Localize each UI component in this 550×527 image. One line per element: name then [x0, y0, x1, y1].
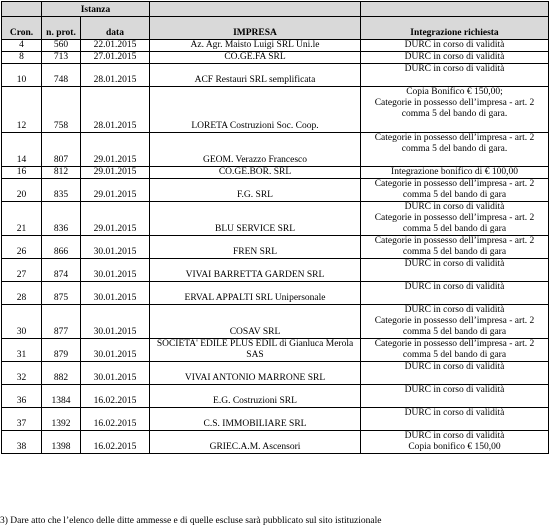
- cell-data: 16.02.2015: [81, 385, 150, 408]
- cell-impresa: F.G. SRL: [150, 179, 361, 202]
- integrazione-line: Categorie in possesso dell’impresa - art. 2: [374, 179, 535, 189]
- table-row: [2, 431, 549, 454]
- cell-prot: 866: [42, 236, 81, 259]
- cell-data: 16.02.2015: [81, 431, 150, 454]
- cell-impresa: E.G. Costruzioni SRL: [150, 385, 361, 408]
- cell-cron: 37: [2, 408, 42, 431]
- integrazione-line: Integrazione bonifico di € 100,00: [391, 167, 518, 177]
- header-blank: [2, 2, 42, 17]
- cell-impresa: BLU SERVICE SRL: [150, 202, 361, 236]
- cell-data: 30.01.2015: [81, 259, 150, 282]
- cell-impresa: Az. Agr. Maisto Luigi SRL Uni.le: [150, 40, 361, 52]
- cell-cron: 36: [2, 385, 42, 408]
- cell-integrazione: [361, 202, 549, 236]
- cell-integrazione: [361, 236, 549, 259]
- table-body: [2, 40, 549, 454]
- cell-impresa: ERVAL APPALTI SRL Unipersonale: [150, 282, 361, 305]
- cell-integrazione: [361, 167, 549, 179]
- cell-prot: 1392: [42, 408, 81, 431]
- cell-data: 28.01.2015: [81, 87, 150, 133]
- integrazione-line: Categorie in possesso dell’impresa - art. 2: [374, 98, 535, 108]
- cell-impresa: CO.GE.BOR. SRL: [150, 167, 361, 179]
- cell-impresa: GRIEC.A.M. Ascensori: [150, 431, 361, 454]
- table-row: [2, 339, 549, 362]
- integrazione-line: comma 5 del bando di gara.: [401, 109, 508, 119]
- cell-prot: 877: [42, 305, 81, 339]
- cell-data: 29.01.2015: [81, 202, 150, 236]
- cell-cron: 38: [2, 431, 42, 454]
- header-blank: [361, 2, 549, 17]
- cell-impresa: VIVAI BARRETTA GARDEN SRL: [150, 259, 361, 282]
- header-istanza: Istanza: [42, 2, 150, 17]
- table-row: [2, 167, 549, 179]
- cell-cron: 12: [2, 87, 42, 133]
- cell-impresa: C.S. IMMOBILIARE SRL: [150, 408, 361, 431]
- cell-integrazione: [361, 87, 549, 133]
- cell-cron: 32: [2, 362, 42, 385]
- cell-prot: 560: [42, 40, 81, 52]
- cell-integrazione: [361, 282, 549, 305]
- integrazione-line: DURC in corso di validità: [404, 408, 505, 418]
- cell-integrazione: [361, 408, 549, 431]
- table-row: [2, 385, 549, 408]
- cell-impresa: VIVAI ANTONIO MARRONE SRL: [150, 362, 361, 385]
- cell-data: 30.01.2015: [81, 339, 150, 362]
- cell-cron: 28: [2, 282, 42, 305]
- cell-prot: 748: [42, 64, 81, 87]
- cell-impresa: COSAV SRL: [150, 305, 361, 339]
- cell-cron: 20: [2, 179, 42, 202]
- table-row: [2, 362, 549, 385]
- header-blank: [150, 2, 361, 17]
- cell-impresa: ACF Restauri SRL semplificata: [150, 64, 361, 87]
- cell-impresa: SOCIETA' EDILE PLUS EDIL di Gianluca Merola SAS: [150, 339, 361, 362]
- header-cron: Cron.: [2, 17, 42, 40]
- integrazione-line: Categorie in possesso dell’impresa - art. 2: [374, 316, 535, 326]
- integration-table: [1, 1, 549, 454]
- integrazione-line: comma 5 del bando di gara: [402, 327, 507, 337]
- cell-cron: 4: [2, 40, 42, 52]
- integrazione-line: Categorie in possesso dell’impresa - art. 2: [374, 339, 535, 349]
- table-row: [2, 87, 549, 133]
- table-row: [2, 64, 549, 87]
- cell-impresa: GEOM. Verazzo Francesco: [150, 133, 361, 167]
- cell-data: 30.01.2015: [81, 282, 150, 305]
- integrazione-line: comma 5 del bando di gara: [402, 247, 507, 257]
- cell-data: 22.01.2015: [81, 40, 150, 52]
- cell-prot: 879: [42, 339, 81, 362]
- cell-integrazione: [361, 52, 549, 64]
- table-row: [2, 202, 549, 236]
- table-row: [2, 236, 549, 259]
- footnote: 3) Dare atto che l’elenco delle ditte ammesse e di quelle escluse sarà pubblicato sul sito istituzionale: [0, 516, 382, 526]
- cell-data: 30.01.2015: [81, 362, 150, 385]
- cell-data: 16.02.2015: [81, 408, 150, 431]
- integrazione-line: comma 5 del bando di gara: [402, 350, 507, 360]
- cell-prot: 875: [42, 282, 81, 305]
- header-data: data: [81, 17, 150, 40]
- cell-integrazione: [361, 64, 549, 87]
- cell-cron: 21: [2, 202, 42, 236]
- cell-data: 29.01.2015: [81, 133, 150, 167]
- integrazione-line: DURC in corso di validità: [404, 40, 505, 50]
- cell-data: 30.01.2015: [81, 236, 150, 259]
- cell-cron: 30: [2, 305, 42, 339]
- integrazione-line: comma 5 del bando di gara: [402, 224, 507, 234]
- integrazione-line: Copia Bonifico € 150,00;: [406, 87, 503, 97]
- cell-prot: 807: [42, 133, 81, 167]
- cell-prot: 1398: [42, 431, 81, 454]
- integrazione-line: Categorie in possesso dell’impresa - art. 2: [374, 236, 535, 246]
- header-prot: n. prot.: [42, 17, 81, 40]
- cell-cron: 27: [2, 259, 42, 282]
- cell-integrazione: [361, 179, 549, 202]
- table-row: [2, 179, 549, 202]
- integrazione-line: DURC in corso di validità: [404, 202, 505, 212]
- table-row: [2, 305, 549, 339]
- cell-prot: 812: [42, 167, 81, 179]
- cell-cron: 10: [2, 64, 42, 87]
- integrazione-line: DURC in corso di validità: [404, 305, 505, 315]
- integrazione-line: DURC in corso di validità: [404, 362, 505, 372]
- integrazione-line: DURC in corso di validità: [404, 64, 505, 74]
- cell-integrazione: [361, 259, 549, 282]
- integrazione-line: DURC in corso di validità: [404, 431, 505, 441]
- cell-data: 30.01.2015: [81, 305, 150, 339]
- cell-impresa: CO.GE.FA SRL: [150, 52, 361, 64]
- cell-integrazione: [361, 133, 549, 167]
- integrazione-line: Copia bonifico € 150,00: [408, 442, 501, 452]
- cell-data: 29.01.2015: [81, 167, 150, 179]
- integrazione-line: Categorie in possesso dell’impresa - art. 2: [374, 133, 535, 143]
- cell-cron: 8: [2, 52, 42, 64]
- cell-prot: 874: [42, 259, 81, 282]
- cell-impresa: LORETA Costruzioni Soc. Coop.: [150, 87, 361, 133]
- cell-integrazione: [361, 431, 549, 454]
- cell-integrazione: [361, 339, 549, 362]
- table-row: [2, 259, 549, 282]
- cell-cron: 31: [2, 339, 42, 362]
- table-row: [2, 40, 549, 52]
- cell-data: 27.01.2015: [81, 52, 150, 64]
- cell-cron: 26: [2, 236, 42, 259]
- header-impresa: IMPRESA: [150, 17, 361, 40]
- table-row: [2, 408, 549, 431]
- integrazione-line: comma 5 del bando di gara: [402, 190, 507, 200]
- cell-data: 29.01.2015: [81, 179, 150, 202]
- integrazione-line: DURC in corso di validità: [404, 282, 505, 292]
- table-row: [2, 52, 549, 64]
- cell-integrazione: [361, 305, 549, 339]
- header-integrazione: Integrazione richiesta: [361, 17, 549, 40]
- table-row: [2, 282, 549, 305]
- integrazione-line: DURC in corso di validità: [404, 385, 505, 395]
- cell-prot: 836: [42, 202, 81, 236]
- cell-data: 28.01.2015: [81, 64, 150, 87]
- cell-prot: 1384: [42, 385, 81, 408]
- cell-cron: 14: [2, 133, 42, 167]
- integrazione-line: DURC in corso di validità: [404, 52, 505, 62]
- cell-integrazione: [361, 362, 549, 385]
- cell-integrazione: [361, 40, 549, 52]
- cell-integrazione: [361, 385, 549, 408]
- cell-prot: 713: [42, 52, 81, 64]
- integrazione-line: comma 5 del bando di gara.: [401, 144, 508, 154]
- table-row: [2, 133, 549, 167]
- cell-prot: 758: [42, 87, 81, 133]
- cell-prot: 835: [42, 179, 81, 202]
- cell-cron: 16: [2, 167, 42, 179]
- cell-prot: 882: [42, 362, 81, 385]
- integrazione-line: Categorie in possesso dell’impresa - art. 2: [374, 213, 535, 223]
- integrazione-line: DURC in corso di validità: [404, 259, 505, 269]
- cell-impresa: FREN SRL: [150, 236, 361, 259]
